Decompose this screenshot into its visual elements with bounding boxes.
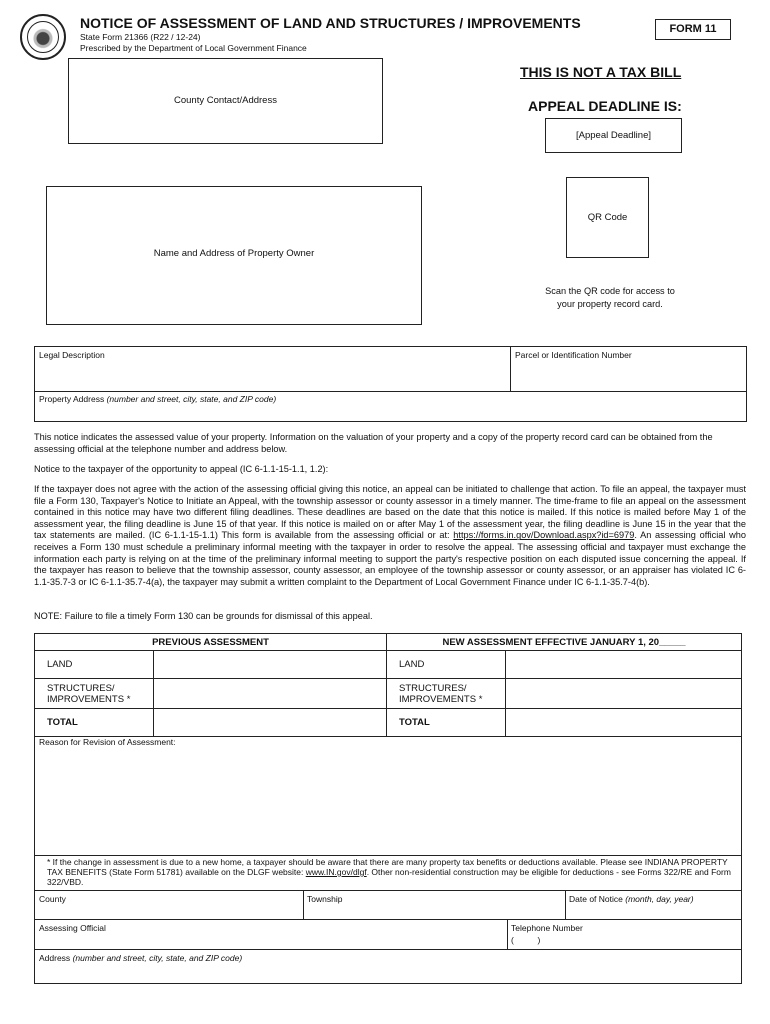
new-land-value[interactable] [506, 651, 742, 679]
official-address-label: Address (number and street, city, state, and ZIP code) [39, 953, 243, 963]
prev-structures-label: STRUCTURES/ IMPROVEMENTS * [35, 679, 154, 709]
telephone-area-code[interactable]: ( ) [511, 935, 541, 945]
new-land-label: LAND [387, 651, 506, 679]
page-title: NOTICE OF ASSESSMENT OF LAND AND STRUCTURES / IMPROVEMENTS [80, 15, 581, 31]
property-owner-label: Name and Address of Property Owner [153, 248, 315, 259]
indiana-state-seal-icon [20, 14, 66, 60]
intro-paragraph: This notice indicates the assessed value of your property. Information on the valuation of your property and a copy of the property record card can be obtained from the assessing official at the telephone number and address below. [34, 432, 713, 454]
new-total-value[interactable] [506, 709, 742, 737]
prescribed-by: Prescribed by the Department of Local Government Finance [80, 43, 307, 53]
assessing-official-label: Assessing Official [39, 923, 106, 933]
new-structures-value[interactable] [506, 679, 742, 709]
appeal-notice-heading: Notice to the taxpayer of the opportunity to appeal (IC 6-1.1-15-1.1, 1.2): [34, 464, 329, 474]
property-owner-box [46, 186, 422, 325]
prev-total-label: TOTAL [35, 709, 154, 737]
reason-for-revision-label: Reason for Revision of Assessment: [39, 737, 176, 747]
qr-code-label: QR Code [587, 212, 628, 223]
dlgf-website-link[interactable]: www.IN.gov/dlgf [305, 867, 367, 877]
county-label: County [39, 894, 66, 904]
prev-structures-value[interactable] [154, 679, 387, 709]
new-structures-label: STRUCTURES/ IMPROVEMENTS * [387, 679, 506, 709]
form-download-link[interactable]: https://forms.in.gov/Download.aspx?id=6979 [453, 530, 635, 541]
parcel-number-label: Parcel or Identification Number [515, 350, 632, 360]
previous-assessment-header: PREVIOUS ASSESSMENT [35, 634, 387, 651]
qr-caption-line1: Scan the QR code for access to [545, 286, 675, 296]
qr-caption [520, 285, 700, 310]
county-contact-box [68, 58, 383, 144]
official-info-table [34, 890, 742, 984]
new-assessment-header: NEW ASSESSMENT EFFECTIVE JANUARY 1, 20_____ [387, 634, 742, 651]
county-contact-label: County Contact/Address [174, 95, 277, 106]
not-a-tax-bill-heading: THIS IS NOT A TAX BILL [520, 64, 682, 80]
property-address-label: Property Address (number and street, city, state, and ZIP code) [39, 394, 277, 404]
appeal-deadline-heading: APPEAL DEADLINE IS: [528, 98, 682, 114]
state-form-number: State Form 21366 (R22 / 12-24) [80, 32, 201, 42]
prev-total-value[interactable] [154, 709, 387, 737]
form-number-badge: FORM 11 [655, 19, 731, 40]
telephone-label: Telephone Number [511, 923, 583, 933]
qr-code-box[interactable] [566, 177, 649, 258]
township-label: Township [307, 894, 343, 904]
legal-description-label: Legal Description [39, 350, 105, 360]
prev-land-label: LAND [35, 651, 154, 679]
reason-for-revision-box[interactable] [34, 734, 742, 891]
appeal-deadline-field[interactable]: [Appeal Deadline] [545, 118, 682, 153]
new-total-label: TOTAL [387, 709, 506, 737]
dismissal-note: NOTE: Failure to file a timely Form 130 can be grounds for dismissal of this appeal. [34, 611, 373, 621]
appeal-paragraph: If the taxpayer does not agree with the action of the assessing official giving this notice, an appeal can be initiated to challenge that action. To file an appeal, the taxpayer must file a Form 130, Taxpayer's Notice to Initiate an Appeal, with the township assessor or county assessor in a timely manner. The time-frame to file an appeal on the assessment contained in this notice may have two different filing deadlines. These deadlines are based on the date that this notice is mailed. If this notice is mailed before May 1 of the assessment year, the filing deadline is June 15 of that year. If this notice is mailed on or after May 1 of the assessment year, the filing deadline is June 15 in the year that the tax statements are mailed. (IC 6-1.1-15-1.1) This form is available from the assessing official or at: https://forms.in.gov/Download.aspx?id=6979. An assessing official who receives a Form 130 must schedule a preliminary informal meeting with the taxpayer in order to resolve the appeal. The assessing official and taxpayer must exchange the information each party is relying on at the time of the preliminary informal meeting to support the party's respective position on each disputed issue concerning the appeal. If the taxpayer has reason to believe that the township assessor, county assessor, an employee of the township assessor or county assessor, or an appraiser has violated IC 6-1.1-35.7-3 or IC 6-1.1-35.7-4(a), the taxpayer may submit a written complaint to the Department of Local Government Finance under IC 6-1.1-35.7-4(b). [34, 484, 747, 587]
property-info-table [34, 346, 747, 422]
footnote-text: * If the change in assessment is due to a new home, a taxpayer should be aware that there are many property tax benefits or deductions available. Please see INDIANA PROPERTY TAX BENEFITS (State Form 51781) available on the DLGF website: www.IN.gov/dlgf. Other non-residential construction may be eligible for deductions - see Forms 322/RE and Form 322/VBD. [47, 857, 731, 887]
prev-land-value[interactable] [154, 651, 387, 679]
qr-caption-line2: your property record card. [557, 298, 663, 309]
date-of-notice-label: Date of Notice (month, day, year) [569, 894, 694, 904]
assessment-table [34, 633, 742, 737]
